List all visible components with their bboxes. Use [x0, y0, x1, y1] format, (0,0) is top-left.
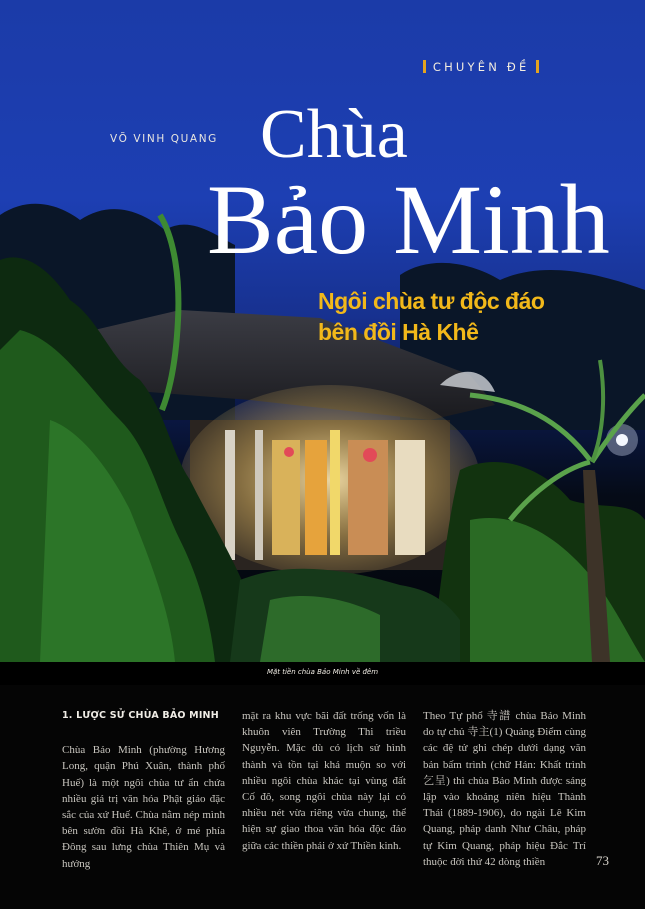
section-tag — [423, 60, 539, 74]
title-line-2: Bảo Minh — [207, 164, 610, 275]
section-tag-label: CHUYÊN ĐỀ — [432, 60, 530, 74]
photo-caption: Mặt tiền chùa Bảo Minh về đêm — [266, 668, 379, 676]
subtitle-line-1: Ngôi chùa tư độc đáo — [318, 288, 545, 314]
page-number: 73 — [596, 853, 609, 868]
accent-bar-left — [423, 60, 426, 73]
subtitle — [318, 286, 544, 348]
title-line-1: Chùa — [260, 96, 408, 173]
accent-bar-right — [536, 60, 539, 73]
section-heading: 1. LƯỢC SỬ CHÙA BẢO MINH — [62, 710, 219, 721]
subtitle-line-2: bên đồi Hà Khê — [318, 319, 479, 345]
article-column-2 — [242, 708, 406, 854]
article-column-1 — [62, 708, 225, 872]
column-1-text: Chùa Bảo Minh (phường Hương Long, quận Phú Xuân, thành phố Huế) là một ngôi chùa tư ẩn chứa nhiều giá trị văn hóa Phật giáo đặc sắc của xứ Huế. Chùa nằm nép mình bên sườn đồi Hà Khê, ở mé phía Đông sau lưng chùa Thiên Mụ và hướng — [62, 744, 225, 870]
column-2-text: mặt ra khu vực bãi đất trống vốn là khuôn viên Trường Thi triều Nguyễn. Mặc dù có lịch sử hình thành và tồn tại khá muộn so với nhiều ngôi chùa khác tại vùng đất Cố đô, song ngôi chùa này lại có nhiều nét vừa riêng vừa chung, thể hiện sự giao thoa văn hóa độc đáo giữa các thiền phái ở xứ Thiền kinh. — [242, 710, 406, 852]
article-column-3 — [423, 708, 586, 870]
column-3-text: Theo Tự phổ 寺譜 chùa Bảo Minh do tự chủ 寺主(1) Quảng Điểm cùng các đệ tử ghi chép dưới dạng văn bản bấm trình (chữ Hán: Khất trình 乞呈) thì chùa Bảo Minh được sáng lập vào khoảng niên hiệu Thành Thái (1889-1906), do ngài Lê Kim Quang, pháp danh Như Châu, pháp tự Kim Quang, pháp hiệu Đắc Trí thuộc đời thứ 42 dòng thiền — [423, 710, 586, 868]
author-name: VÕ VINH QUANG — [110, 133, 218, 145]
